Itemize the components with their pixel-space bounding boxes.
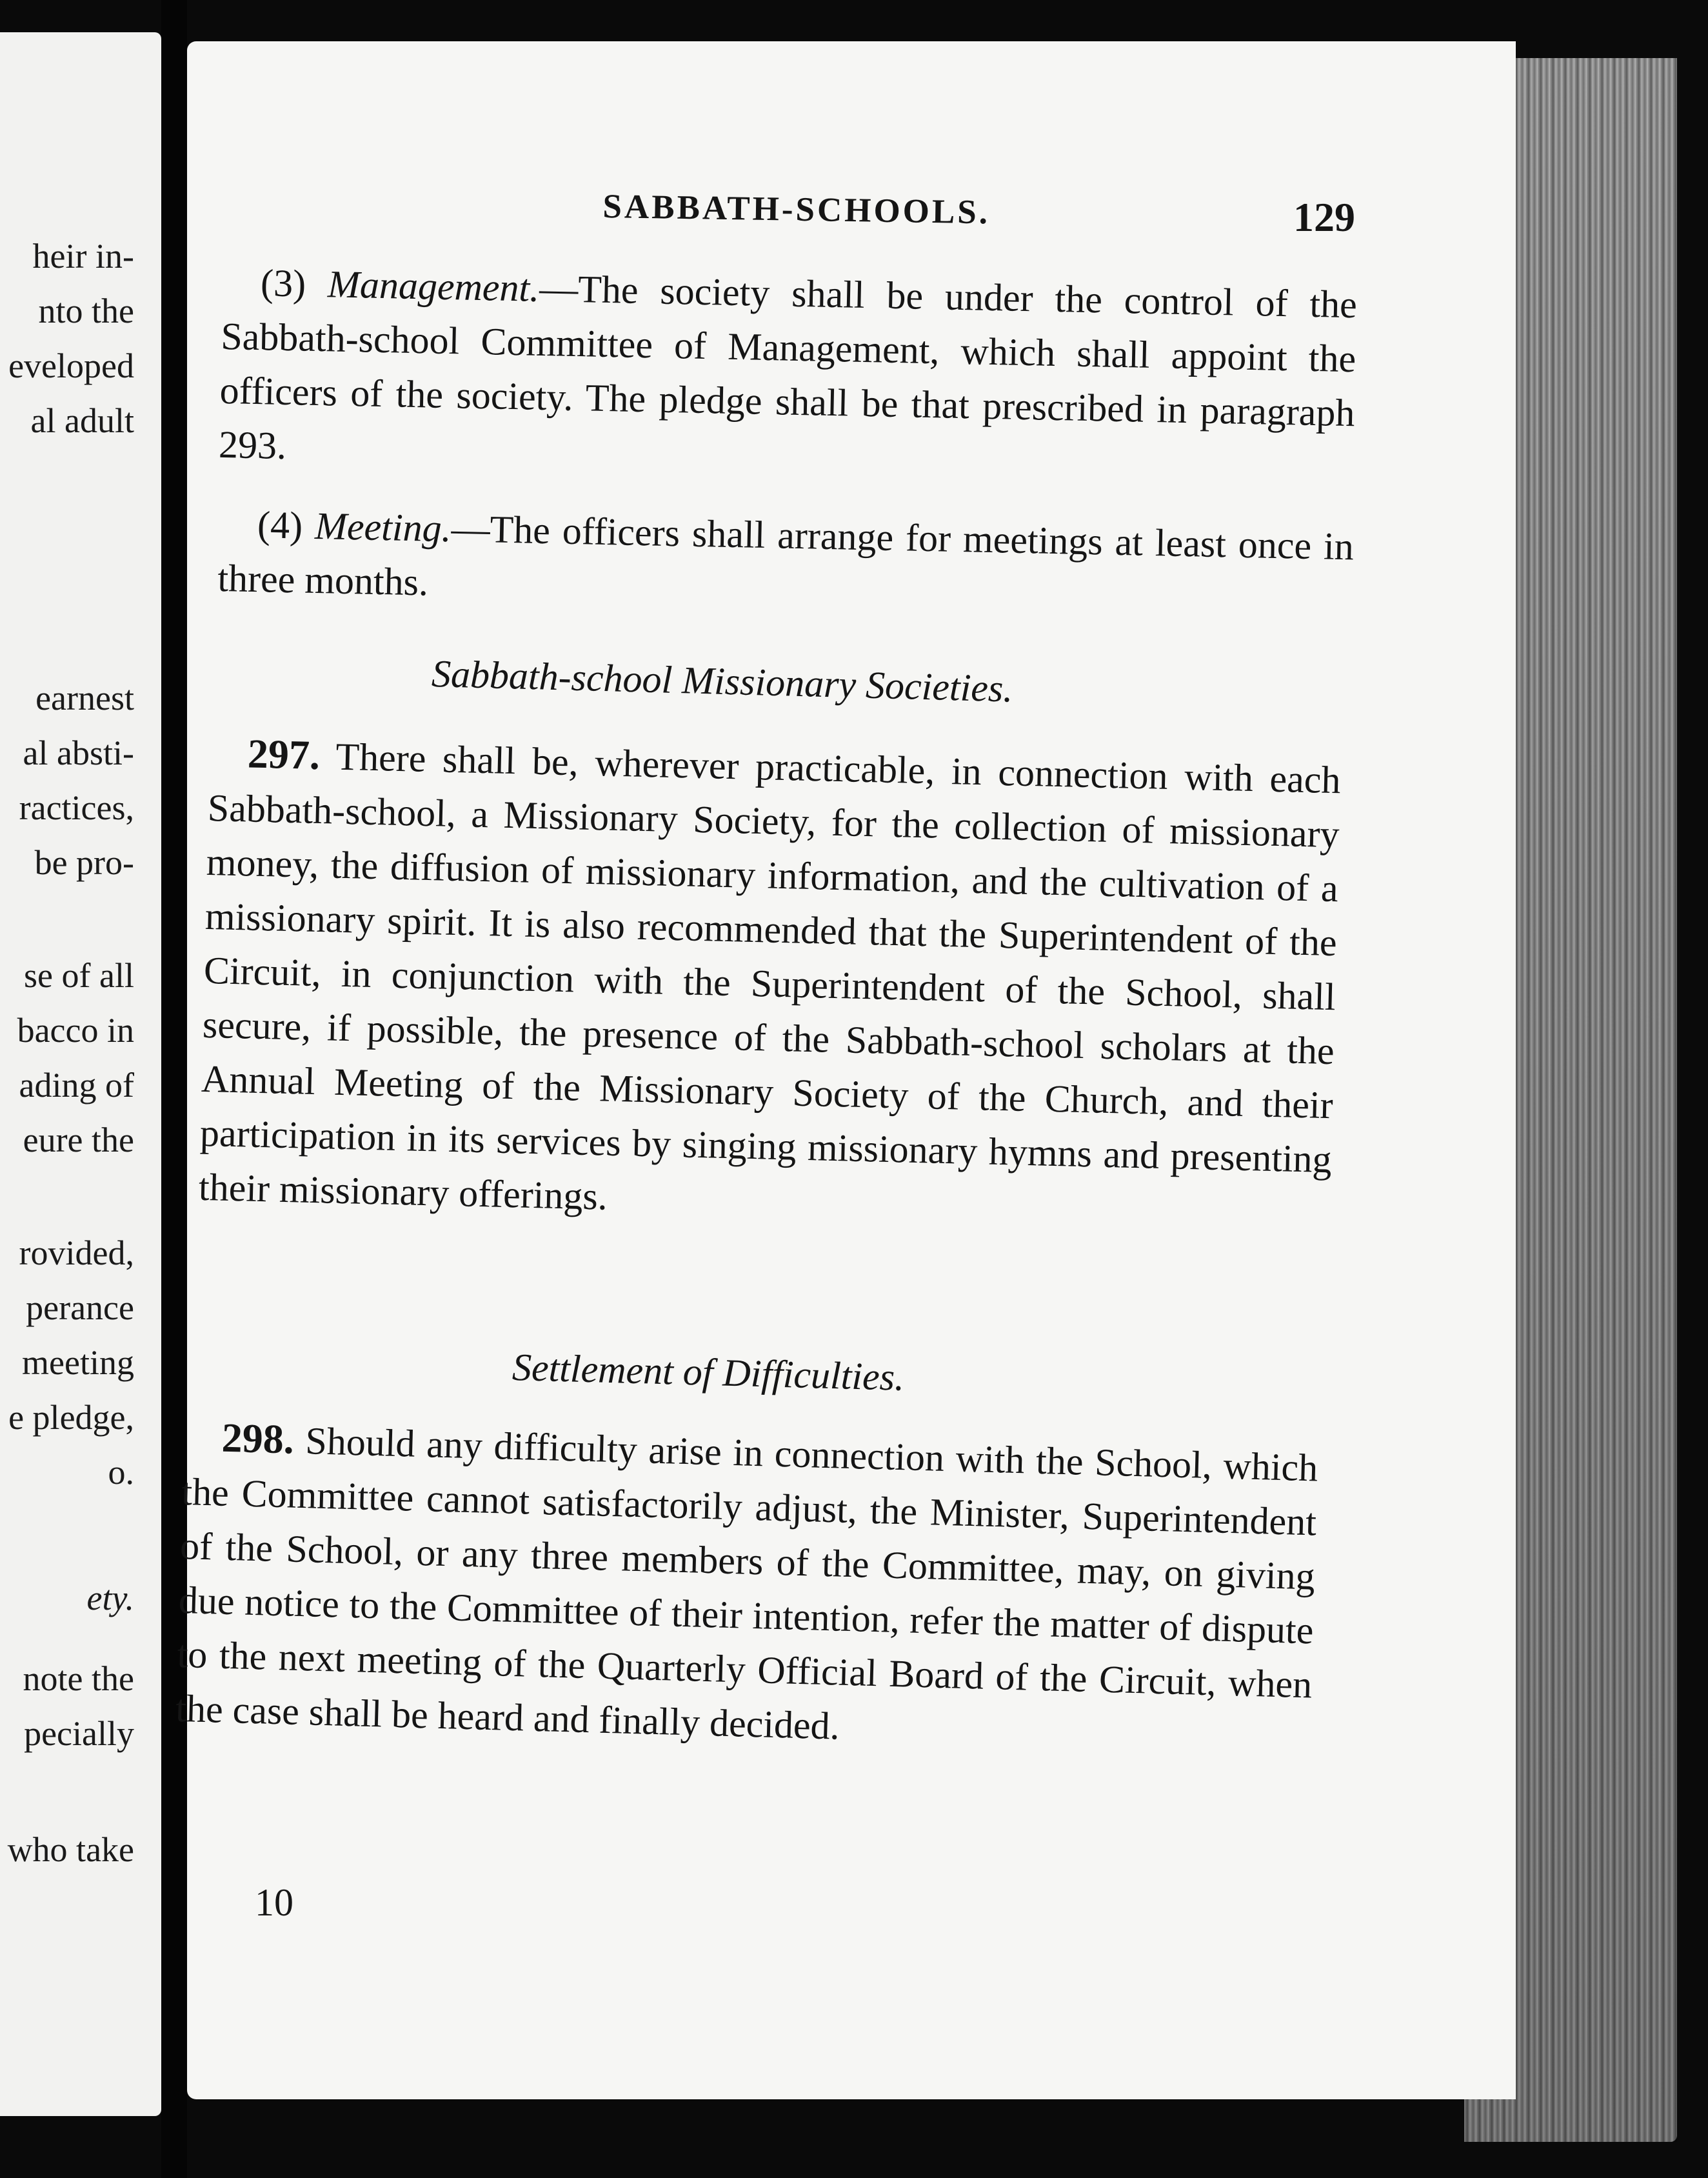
- facing-line: note the: [23, 1659, 134, 1698]
- facing-line: perance: [26, 1288, 134, 1327]
- facing-line: ety.: [86, 1579, 134, 1617]
- facing-line: ading of: [19, 1066, 134, 1104]
- facing-line: pecially: [24, 1714, 134, 1753]
- page-number: 129: [1293, 194, 1355, 240]
- item-meeting: [217, 497, 1355, 628]
- facing-line: e pledge,: [8, 1398, 134, 1437]
- facing-line: al adult: [30, 401, 134, 440]
- facing-line: bacco in: [17, 1011, 134, 1050]
- facing-line: meeting: [22, 1343, 134, 1382]
- facing-line: who take: [7, 1830, 134, 1869]
- item-management: [218, 255, 1357, 494]
- facing-line: o.: [108, 1453, 134, 1492]
- facing-line: se of all: [24, 956, 134, 995]
- item-label: (3): [260, 261, 306, 305]
- item-text: —The officers shall arrange for meetings at least once in three months.: [217, 507, 1355, 604]
- section-heading: Settlement of Difficulties.: [511, 1345, 905, 1399]
- item-label: (4): [257, 503, 303, 547]
- running-head: SABBATH-SCHOOLS.: [602, 187, 991, 232]
- facing-line: nto the: [38, 292, 134, 330]
- facing-line: heir in-: [32, 237, 134, 275]
- facing-line: ractices,: [19, 788, 134, 827]
- item-title: Management.: [327, 263, 540, 310]
- paragraph-number: 298.: [221, 1414, 295, 1463]
- signature-mark: 10: [255, 1881, 293, 1924]
- facing-line: be pro-: [34, 843, 134, 882]
- item-text: —The society shall be under the control of the Sabbath-school Committee of Management, which shall appoint the officers of the society. The pledge shall be that prescribed in paragraph 293.: [218, 266, 1358, 468]
- item-title: Meeting.: [314, 504, 452, 550]
- paragraph-297: [198, 726, 1341, 1241]
- paragraph-number: 297.: [247, 730, 321, 779]
- facing-page: [0, 32, 161, 2116]
- paragraph-text: Should any difficulty arise in connection with the School, which the Committee cannot satisfactorily adjust, the Minister, Superintendent of the School, or any three members of the Committee, may, on giving due notice to the Committee of their intention, refer the matter of dispute to the next meeting of the Quarterly Official Board of the Circuit, when the case shall be heard and finally decided.: [175, 1419, 1319, 1748]
- facing-line: al absti-: [23, 734, 134, 772]
- facing-line: eveloped: [8, 346, 134, 385]
- section-heading: Sabbath-school Missionary Societies.: [431, 652, 1014, 710]
- paragraph-298: [175, 1410, 1318, 1766]
- facing-line: rovided,: [19, 1234, 134, 1272]
- facing-line: earnest: [35, 679, 134, 717]
- book-gutter: [161, 0, 187, 2178]
- facing-line: eure the: [23, 1121, 134, 1159]
- paragraph-text: There shall be, wherever practicable, in connection with each Sabbath-school, a Missionary Society, for the collection of missionary money, the diffusion of missionary information, and the cultivation of a missionary spirit. It is also recommended that the Superintendent of the Circuit, in conjunction with the Superintendent of the School, shall secure, if possible, the presence of the Sabbath-school scholars at the Annual Meeting of the Missionary Society of the Church, and their participation in its services by singing missionary hymns and presenting their missionary offerings.: [198, 735, 1342, 1218]
